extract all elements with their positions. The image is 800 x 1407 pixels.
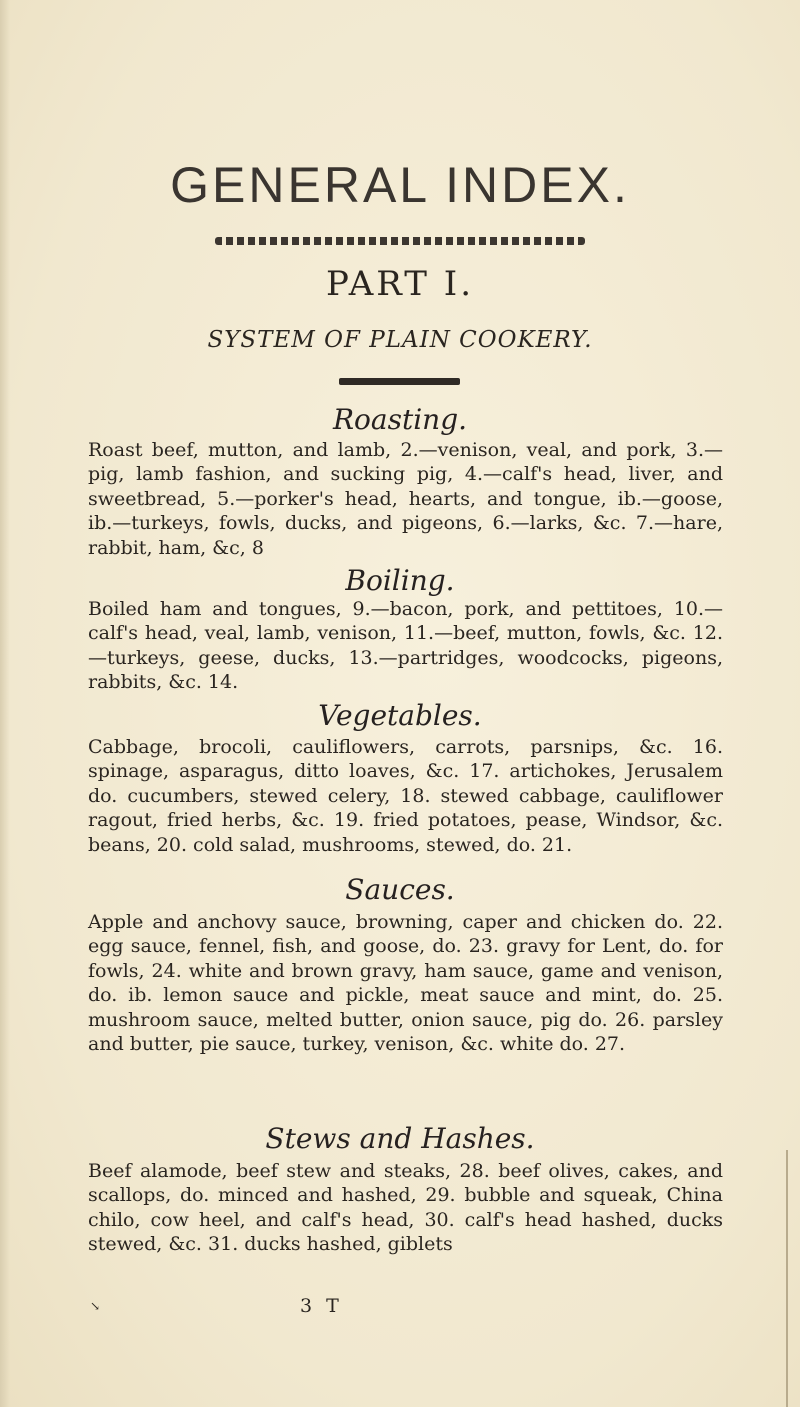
section-text-sauces: Apple and anchovy sauce, browning, caper and chicken do. 22. egg sauce, fennel, fish, and goose, do. 23. gravy for Lent, do. for fowls, 24. white and brown gravy, ham sauce, game and venison, do. ib. lemon sauce and pickle, meat sauce and mint, do. 25. mushroom sauce, melted butter, onion sauce, pig do. 26. parsley and butter, pie sauce, turkey, venison, &c. white do. 27. — [88, 911, 723, 1056]
section-heading-sauces: Sauces. — [345, 873, 455, 906]
section-heading-roasting: Roasting. — [332, 403, 468, 436]
index-title: GENERAL INDEX. — [170, 157, 630, 213]
section-heading-boiling: Boiling. — [345, 564, 455, 597]
margin-tick-mark: ↘ — [90, 1299, 101, 1313]
section-text-vegetables: Cabbage, brocoli, cauliflowers, carrots, parsnips, &c. 16. spinage, asparagus, ditto loaves, &c. 17. artichokes, Jerusalem do. cucumbers, stewed celery, 18. stewed cabbage, cauliflower ragout, fried herbs, &c. 19. fried potatoes, pease, Windsor, &c. beans, 20. cold salad, mushrooms, stewed, do. 21. — [88, 736, 723, 856]
part-subtitle: SYSTEM OF PLAIN COOKERY. — [207, 327, 593, 353]
page-edge-line — [786, 1150, 788, 1407]
signature-mark: 3 T — [300, 1295, 343, 1317]
divider-rule — [339, 378, 460, 385]
section-text-stews-and-hashes: Beef alamode, beef stew and steaks, 28. beef olives, cakes, and scallops, do. minced and hashed, 29. bubble and squeak, China chilo, cow heel, and calf's head, 30. calf's head hashed, ducks stewed, &c. 31. ducks hashed, giblets — [88, 1160, 723, 1256]
section-text-roasting: Roast beef, mutton, and lamb, 2.—venison, veal, and pork, 3.—pig, lamb fashion, and sucking pig, 4.—calf's head, liver, and sweetbread, 5.—porker's head, hearts, and tongue, ib.—goose, ib.—turkeys, fowls, ducks, and pigeons, 6.—larks, &c. 7.—hare, rabbit, ham, &c, 8 — [88, 439, 723, 559]
section-heading-stews-and-hashes: Stews and Hashes. — [265, 1122, 535, 1155]
section-text-boiling: Boiled ham and tongues, 9.—bacon, pork, and pettitoes, 10.—calf's head, veal, lamb, venison, 11.—beef, mutton, fowls, &c. 12.—turkeys, geese, ducks, 13.—partridges, woodcocks, pigeons, rabbits, &c. 14. — [88, 598, 723, 694]
decorative-rule — [215, 237, 585, 245]
section-heading-vegetables: Vegetables. — [318, 699, 482, 732]
part-heading: PART I. — [325, 264, 475, 304]
